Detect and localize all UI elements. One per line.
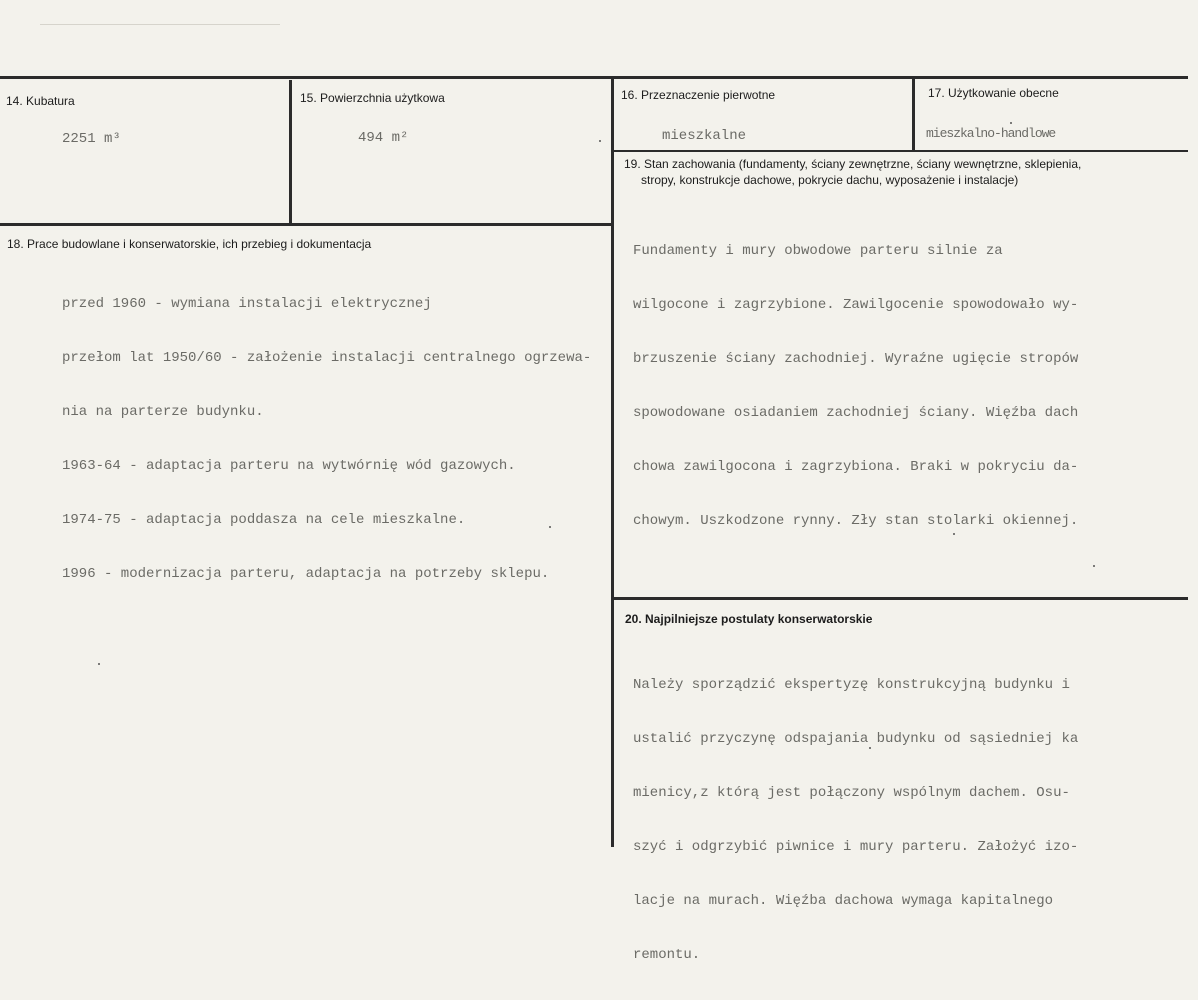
postulaty-line: mienicy,z którą jest połączony wspólnym dachem. Osu-	[633, 785, 1070, 801]
stan-label-line1: 19. Stan zachowania (fundamenty, ściany zewnętrzne, ściany wewnętrzne, sklepienia,	[624, 157, 1082, 171]
scan-speck	[98, 663, 100, 665]
rule-under-16-17	[614, 150, 1188, 152]
scan-speck	[1010, 122, 1012, 124]
powierzchnia-value: 494 m²	[358, 130, 409, 146]
stan-line: spowodowane osiadaniem zachodniej ściany. Więźba dach	[633, 405, 1079, 421]
rule-above-20	[614, 597, 1188, 600]
stan-line: Fundamenty i mury obwodowe parteru silnie za	[633, 243, 1003, 259]
przeznaczenie-label: 16. Przeznaczenie pierwotne	[621, 88, 776, 102]
postulaty-line: remontu.	[633, 947, 701, 963]
prace-line: nia na parterze budynku.	[62, 404, 264, 420]
stan-line: wilgocone i zagrzybione. Zawilgocenie spowodowało wy-	[633, 297, 1079, 313]
rule-under-14-15	[0, 223, 614, 226]
divider-16-17	[912, 78, 915, 151]
prace-line: 1963-64 - adaptacja parteru na wytwórnię wód gazowych.	[62, 458, 516, 474]
prace-line: przed 1960 - wymiana instalacji elektrycznej	[62, 296, 432, 312]
uzytkowanie-label: 17. Użytkowanie obecne	[928, 86, 1059, 100]
przeznaczenie-value: mieszkalne	[662, 128, 747, 144]
powierzchnia-label: 15. Powierzchnia użytkowa	[300, 91, 445, 105]
stan-line: chowa zawilgocona i zagrzybiona. Braki w pokryciu da-	[633, 459, 1079, 475]
divider-14-15	[289, 80, 292, 225]
postulaty-label: 20. Najpilniejsze postulaty konserwatorskie	[625, 612, 873, 626]
postulaty-line: lacje na murach. Więźba dachowa wymaga kapitalnego	[633, 893, 1054, 909]
scan-speck	[953, 533, 955, 535]
prace-line: 1974-75 - adaptacja poddasza na cele mieszkalne.	[62, 512, 466, 528]
scan-speck	[549, 526, 551, 528]
prace-line: przełom lat 1950/60 - założenie instalacji centralnego ogrzewa-	[62, 350, 592, 366]
stan-line: brzuszenie ściany zachodniej. Wyraźne ugięcie stropów	[633, 351, 1079, 367]
postulaty-text	[633, 640, 1078, 1000]
postulaty-line: Należy sporządzić ekspertyzę konstrukcyjną budynku i	[633, 677, 1070, 693]
center-divider	[611, 78, 614, 847]
stan-line: chowym. Uszkodzone rynny. Zły stan stolarki okiennej.	[633, 513, 1079, 529]
scan-speck	[869, 747, 871, 749]
prace-label: 18. Prace budowlane i konserwatorskie, ich przebieg i dokumentacja	[7, 237, 372, 251]
kubatura-value: 2251 m³	[62, 131, 121, 147]
stan-text	[633, 206, 1078, 566]
top-rule	[0, 76, 1188, 79]
prace-line: 1996 - modernizacja parteru, adaptacja na potrzeby sklepu.	[62, 566, 550, 582]
uzytkowanie-value: mieszkalno-handlowe	[926, 126, 1056, 141]
card-top-edge	[40, 24, 280, 25]
scan-speck	[599, 140, 601, 142]
postulaty-line: ustalić przyczynę odspajania budynku od sąsiedniej ka	[633, 731, 1079, 747]
kubatura-label: 14. Kubatura	[6, 94, 75, 108]
scan-speck	[1093, 565, 1095, 567]
prace-text	[62, 259, 591, 619]
postulaty-line: szyć i odgrzybić piwnice i mury parteru. Założyć izo-	[633, 839, 1079, 855]
stan-label-line2: stropy, konstrukcje dachowe, pokrycie dachu, wyposażenie i instalacje)	[641, 173, 1019, 187]
